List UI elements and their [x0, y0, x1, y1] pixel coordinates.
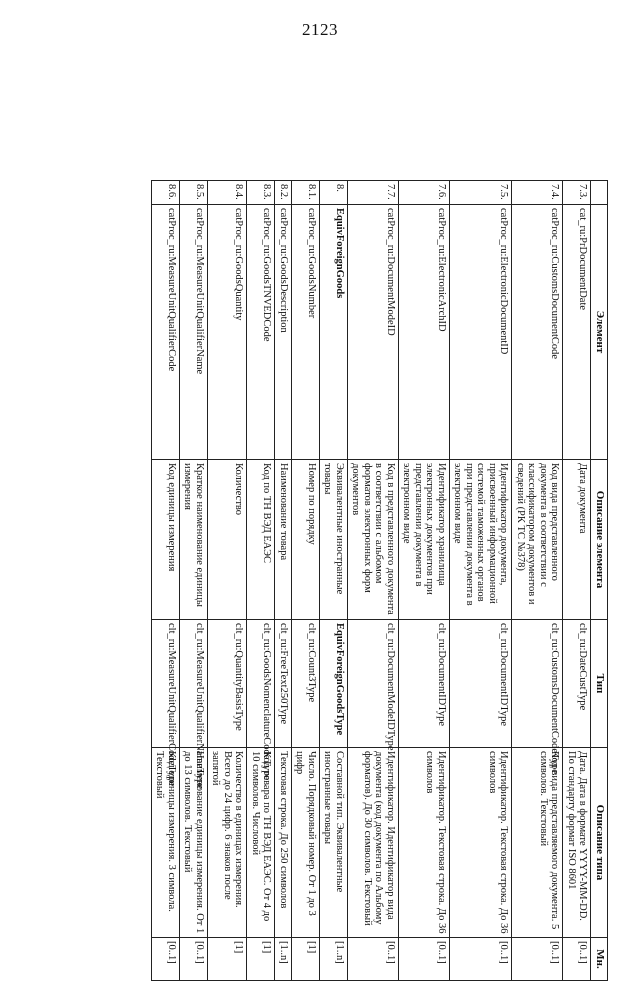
cell-type-description: Число. Порядковый номер. От 1 до 3 цифр	[292, 748, 320, 938]
header-element: Элемент	[591, 205, 608, 460]
cell-number: 7.6.	[399, 181, 450, 205]
cell-description: Номер по порядку	[292, 460, 320, 620]
cell-number: 7.7.	[348, 181, 399, 205]
cell-type-description: Код единицы измерения. 3 символа. Текстовый	[152, 748, 180, 938]
cell-multiplicity: [0..1]	[348, 938, 399, 981]
cell-type-description: Идентификатор. Текстовая строка. До 36 символов	[399, 748, 450, 938]
cell-element: cat_ru:PrDocumentDate	[563, 205, 591, 460]
cell-type-description: Составной тип. Эквивалентные иностранные товары	[320, 748, 348, 938]
cell-type-description: Количество в единицах измерения. Всего до 24 цифр. 6 знаков после запятой	[208, 748, 248, 938]
header-multiplicity: Мн.	[591, 938, 608, 981]
cell-element: catProc_ru:CustomsDocumentCode	[512, 205, 563, 460]
cell-number: 7.3.	[563, 181, 591, 205]
header-type-description: Описание типа	[591, 748, 608, 938]
cell-element: catProc_ru:GoodsNumber	[292, 205, 320, 460]
cell-multiplicity: [1]	[208, 938, 248, 981]
table-row	[275, 181, 292, 981]
cell-type: clt_ru:GoodsNomenclatureCodeType	[247, 620, 275, 748]
cell-type: clt_ru:DocumentIDType	[450, 620, 513, 748]
table-group-row	[320, 181, 348, 981]
table-row	[152, 181, 180, 981]
cell-type: clt_ru:Count3Type	[292, 620, 320, 748]
cell-multiplicity: [0..1]	[399, 938, 450, 981]
table-row	[292, 181, 320, 981]
cell-element: catProc_ru:DocumentModeID	[348, 205, 399, 460]
cell-description: Код в представленного документа в соответствии с альбомом форматов электронных форм документов	[348, 460, 399, 620]
cell-element: EquivForeignGoods	[320, 205, 348, 460]
cell-type-description: Код вида представляемого документа. 5 символов. Текстовый	[512, 748, 563, 938]
header-number	[591, 181, 608, 205]
cell-multiplicity: [1..n]	[320, 938, 348, 981]
cell-multiplicity: [1..n]	[275, 938, 292, 981]
table-row	[450, 181, 513, 981]
cell-type-description: Идентификатор. Идентификатор вида документа (код документа по Альбому форматов). До 30 символов. Текстовый	[348, 748, 399, 938]
cell-element: catProc_ru:GoodsTNVEDCode	[247, 205, 275, 460]
cell-type: clt_ru:QuantityBasisType	[208, 620, 248, 748]
cell-type: EquivForeignGoodsType	[320, 620, 348, 748]
cell-type: clt_ru:FreeText250Type	[275, 620, 292, 748]
cell-multiplicity: [0..1]	[180, 938, 208, 981]
cell-number: 7.4.	[512, 181, 563, 205]
table-row	[247, 181, 275, 981]
cell-type: clt_ru:DocumentIDType	[399, 620, 450, 748]
rotated-table-container	[73, 90, 606, 969]
cell-number: 8.2.	[275, 181, 292, 205]
cell-element: catProc_ru:MeasureUnitQualifierCode	[152, 205, 180, 460]
header-type: Тип	[591, 620, 608, 748]
cell-type: clt_ru:MeasureUnitQualifierNameType	[180, 620, 208, 748]
cell-element: catProc_ru:GoodsQuantity	[208, 205, 248, 460]
cell-number: 8.	[320, 181, 348, 205]
table-row	[399, 181, 450, 981]
cell-description: Идентификатор хранилища электронных документов при представлении документа в электронном виде	[399, 460, 450, 620]
cell-type: clt_ru:MeasureUnitQualifierCodeType	[152, 620, 180, 748]
cell-type-description: Код товара по ТН ВЭД ЕАЭС. От 4 до 10 символов. Числовой	[247, 748, 275, 938]
cell-element: catProc_ru:MeasureUnitQualifierName	[180, 205, 208, 460]
cell-description: Дата документа	[563, 460, 591, 620]
cell-number: 8.1.	[292, 181, 320, 205]
cell-multiplicity: [1]	[247, 938, 275, 981]
cell-description: Количество	[208, 460, 248, 620]
cell-number: 7.5.	[450, 181, 513, 205]
cell-element: catProc_ru:ElectronicDocumentID	[450, 205, 513, 460]
table-row	[563, 181, 591, 981]
cell-type-description: Идентификатор. Текстовая строка. До 36 символов	[450, 748, 513, 938]
cell-number: 8.4.	[208, 181, 248, 205]
table-row	[512, 181, 563, 981]
cell-element: catProc_ru:ElectronicArchID	[399, 205, 450, 460]
cell-description: Код по ТН ВЭД ЕАЭС	[247, 460, 275, 620]
cell-number: 8.6.	[152, 181, 180, 205]
cell-description: Эквивалентные иностранные товары	[320, 460, 348, 620]
cell-type: clt_ru:DateCustType	[563, 620, 591, 748]
cell-description: Краткое наименование единицы измерения	[180, 460, 208, 620]
cell-multiplicity: [0..1]	[512, 938, 563, 981]
cell-multiplicity: [1]	[292, 938, 320, 981]
table-header-row	[591, 181, 608, 981]
cell-element: catProc_ru:GoodsDescription	[275, 205, 292, 460]
table-row	[180, 181, 208, 981]
table-row	[208, 181, 248, 981]
cell-description: Идентификатор документа, присвоенный информационной системой таможенных органов при представлении документа в электронном виде	[450, 460, 513, 620]
cell-description: Код вида представленного документа в соответствии с классификатором документов и сведений (РК ТС №378)	[512, 460, 563, 620]
header-element-description: Описание элемента	[591, 460, 608, 620]
table-rotator	[146, 180, 608, 980]
cell-multiplicity: [0..1]	[450, 938, 513, 981]
cell-type: clt_ru:CustomsDocumentCodeType	[512, 620, 563, 748]
specification-table	[151, 180, 608, 981]
cell-number: 8.3.	[247, 181, 275, 205]
table-row	[348, 181, 399, 981]
cell-description: Наименование товара	[275, 460, 292, 620]
page-number: 2123	[302, 20, 338, 39]
cell-multiplicity: [0..1]	[563, 938, 591, 981]
cell-type: clt_ru:DocumentModeIDType	[348, 620, 399, 748]
cell-type-description: Текстовая строка. До 250 символов	[275, 748, 292, 938]
cell-type-description: Наименование единицы измерения. От 1 до 13 символов. Текстовый	[180, 748, 208, 938]
cell-description: Код единицы измерения	[152, 460, 180, 620]
cell-multiplicity: [0..1]	[152, 938, 180, 981]
cell-number: 8.5.	[180, 181, 208, 205]
cell-type-description: Дата. Дата в формате YYYY-MM-DD. По стандарту формат ISO 8601	[563, 748, 591, 938]
